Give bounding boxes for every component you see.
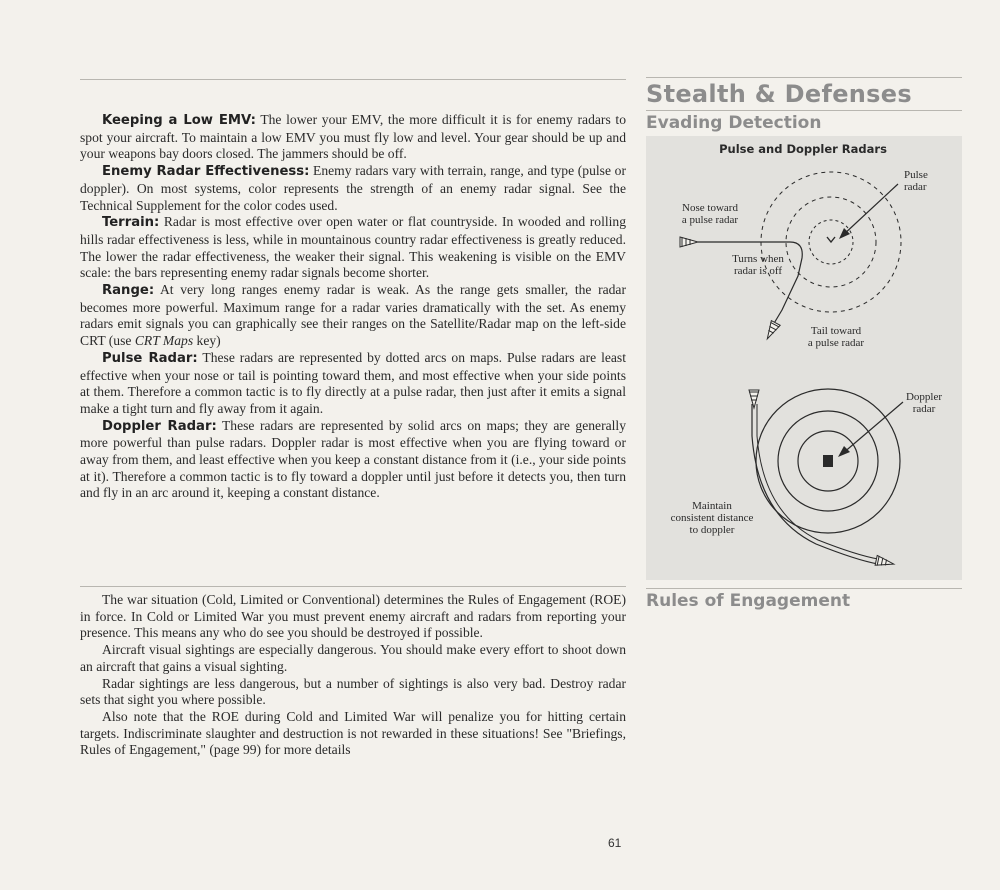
lead-radar-effectiveness: Enemy Radar Effectiveness: xyxy=(102,164,310,180)
pulse-radar-icon xyxy=(827,237,835,242)
doppler-pointer-line xyxy=(842,402,903,454)
roe-text-column xyxy=(80,592,626,759)
lead-range: Range: xyxy=(102,283,155,299)
pulse-pointer-line xyxy=(842,184,898,236)
tail-label-2: a pulse radar xyxy=(807,337,865,349)
doppler-flight-path-inner xyxy=(757,404,878,559)
doppler-label-2: radar xyxy=(912,403,936,415)
paragraph-doppler-radar xyxy=(80,418,626,503)
page-number: 61 xyxy=(608,836,622,850)
tail-label-1: Tail toward xyxy=(810,325,862,337)
top-rule-right xyxy=(646,77,962,78)
maintain-label-3: to doppler xyxy=(689,524,735,536)
maintain-label-1: Maintain xyxy=(692,500,732,512)
crt-maps-key: CRT Maps xyxy=(134,333,194,349)
aircraft-icon xyxy=(680,237,698,247)
doppler-radar-icon xyxy=(823,455,833,467)
text-pulse-radar: These radars are represented by dotted arcs on maps. Pulse radars are least effective when your nose or tail is pointing toward them, and most effective when your side points at them. Therefore a common tactic is to fly directly at a pulse radar, then just after it emits a signal make a tight turn and fly away from it again. xyxy=(80,349,626,416)
paragraph-terrain xyxy=(80,214,626,282)
aircraft-icon xyxy=(763,321,780,342)
pulse-label-2: radar xyxy=(904,181,927,193)
radar-diagram xyxy=(646,136,962,580)
text-range: At very long ranges enemy radar is weak. As the range gets smaller, the radar becomes more powerful. Maximum range for a radar varies dramatically with the set. As enemy radars emit signals you can graphically see their ranges on the Satellite/Radar map on the left-side CRT (use xyxy=(80,282,626,349)
doppler-pointer-arrowhead xyxy=(838,446,850,457)
main-text-column xyxy=(80,112,626,502)
figure-title: Pulse and Doppler Radars xyxy=(719,142,887,156)
roe-paragraph: Radar sightings are less dangerous, but a number of sightings is also very bad. Destroy radar sets that sight you where possible. xyxy=(80,675,626,708)
section-heading-evading: Evading Detection xyxy=(646,113,822,133)
maintain-label-2: consistent distance xyxy=(670,512,754,524)
paragraph-pulse-radar xyxy=(80,350,626,418)
top-rule-left xyxy=(80,79,626,80)
lead-low-emv: Keeping a Low EMV: xyxy=(102,113,256,128)
doppler-flight-path xyxy=(752,404,878,564)
roe-paragraph: Also note that the ROE during Cold and Limited War will penalize you for hitting certain targets. Indiscriminate slaughter and destruction is not rewarded in these situations! See "Briefings, Rules of Engagement," (page 99) for more details xyxy=(80,708,626,758)
paragraph-low-emv xyxy=(80,112,626,163)
paragraph-range xyxy=(80,282,626,350)
text-range-tail: key) xyxy=(193,333,221,349)
lead-doppler-radar: Doppler Radar: xyxy=(102,418,217,434)
lead-terrain: Terrain: xyxy=(102,215,160,231)
roe-paragraph: Aircraft visual sightings are especially dangerous. You should make every effort to shoot down an aircraft that gains a visual sighting. xyxy=(80,642,626,674)
radar-figure xyxy=(646,136,962,580)
page-title: Stealth & Defenses xyxy=(646,80,912,108)
lead-pulse-radar: Pulse Radar: xyxy=(102,350,198,366)
text-low-emv: The lower your EMV, the more difficult it is for enemy radars to spot your aircraft. To maintain a low EMV you must fly low and level. Your gear should be up and your weapons bay doors closed. The jammers should be off. xyxy=(80,112,626,162)
nose-label-1: Nose toward xyxy=(682,202,738,214)
section-heading-roe: Rules of Engagement xyxy=(646,591,851,611)
doppler-label-1: Doppler xyxy=(905,391,943,403)
pulse-label-1: Pulse xyxy=(904,169,928,181)
section-rule-right xyxy=(646,588,962,589)
text-doppler-radar: These radars are represented by solid arcs on maps; they are generally more powerful than pulse radars. Doppler radar is most effective when you are flying toward or away from them, and least effective when you keep a constant distance from it (i.e., your side points at it). Therefore a common tactic is to fly toward a doppler until just before it detects you, then turn and fly in an arc around it, keeping a constant distance. xyxy=(80,417,626,501)
text-radar-effectiveness: Enemy radars vary with terrain, range, and type (pulse or doppler). On most systems, color represents the strength of an enemy radar signal. See the Technical Supplement for the color codes used. xyxy=(80,163,626,213)
title-rule xyxy=(646,110,962,111)
nose-label-2: a pulse radar xyxy=(681,214,739,226)
roe-paragraph: The war situation (Cold, Limited or Conventional) determines the Rules of Engagement (ROE) in force. In Cold or Limited War you must prevent enemy aircraft and radars from reporting your presence. This means any who do see you should be destroyed if possible. xyxy=(80,592,626,641)
text-terrain: Radar is most effective over open water or flat countryside. In wooded and rolling hills radar effectiveness is less, while in mountainous country radar effectiveness is greatly reduced. The lower the radar effectiveness, the weaker their signal. This weakening is visible on the EMV scale: the bars representing enemy radar signals become shorter. xyxy=(80,214,626,281)
turn-label-2: radar is off xyxy=(733,265,783,277)
turn-label-1: Turns when xyxy=(732,253,784,265)
aircraft-icon xyxy=(875,555,895,569)
section-rule-left xyxy=(80,586,626,587)
paragraph-radar-effectiveness xyxy=(80,163,626,214)
